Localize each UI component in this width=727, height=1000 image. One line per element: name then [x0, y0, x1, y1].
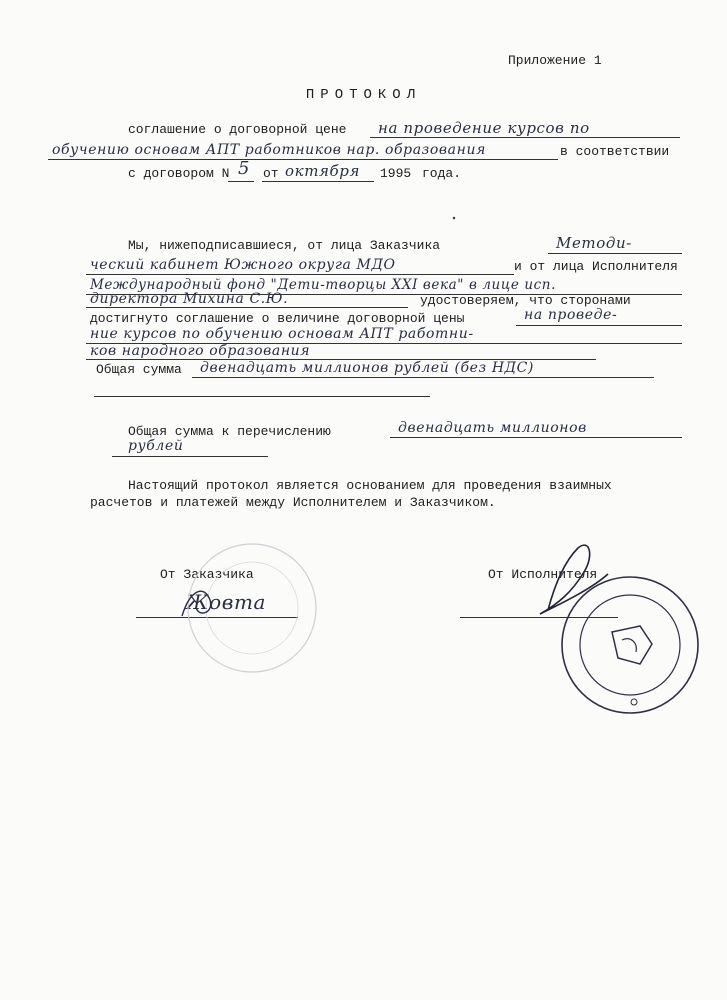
executor-lead: и от лица Исполнителя — [514, 259, 678, 274]
total-value-handwritten: двенадцать миллионов рублей (без НДС) — [200, 360, 534, 376]
contract-from: от — [263, 166, 279, 181]
executor-handwritten-2: директора Михина С.Ю. — [90, 291, 289, 307]
transfer-handwritten-2: рублей — [128, 438, 184, 454]
intro-lead: соглашение о договорной цене — [128, 122, 347, 137]
intro-subject-handwritten-1: на проведение курсов по — [378, 119, 590, 137]
closing-line-2: расчетов и платежей между Исполнителем и Заказчиком. — [90, 495, 496, 510]
faint-stamp-icon — [188, 544, 316, 672]
certify-text: удостоверяем, что сторонами — [420, 293, 631, 308]
contract-year-suffix: года. — [422, 166, 462, 181]
subject-handwritten-1: на проведе- — [524, 307, 618, 323]
closing-line-1: Настоящий протокол является основанием для проведения взаимных — [128, 478, 612, 493]
total-label: Общая сумма — [96, 362, 182, 377]
intro-tail: в соответствии — [560, 144, 670, 159]
transfer-label: Общая сумма к перечислению — [128, 424, 331, 439]
ink-dot-icon — [453, 217, 456, 220]
customer-signature-label: От Заказчика — [160, 567, 254, 582]
executor-handwritten-1: Международный фонд "Дети-творцы XXI века" в лице исп. — [90, 277, 556, 293]
contract-prefix: с договором N — [128, 166, 230, 181]
executor-signature-icon — [540, 545, 608, 614]
agreement-text: достигнуто соглашение о величине договорной цены — [90, 311, 465, 326]
intro-subject-handwritten-2: обучению основам АПТ работников нар. образования — [52, 142, 486, 158]
contract-month: октября — [285, 162, 361, 180]
contract-number: 5 — [238, 158, 251, 179]
body-lead: Мы, нижеподписавшиеся, от лица Заказчика — [128, 238, 441, 253]
faint-stamp-inner-icon — [206, 562, 298, 654]
executor-seal-icon — [562, 577, 698, 713]
subject-handwritten-2: ние курсов по обучению основам АПТ работни- — [90, 326, 474, 342]
transfer-handwritten-1: двенадцать миллионов — [398, 420, 587, 436]
executor-signature-label: От Исполнителя — [488, 567, 598, 582]
customer-signature: Жовта — [186, 590, 267, 614]
contract-year: 1995 — [380, 166, 412, 181]
document-title: ПРОТОКОЛ — [305, 87, 422, 103]
customer-handwritten-1: Методи- — [556, 234, 632, 252]
appendix-label: Приложение 1 — [508, 53, 602, 68]
customer-handwritten-2: ческий кабинет Южного округа МДО — [90, 257, 396, 273]
subject-handwritten-3: ков народного образования — [90, 343, 311, 359]
